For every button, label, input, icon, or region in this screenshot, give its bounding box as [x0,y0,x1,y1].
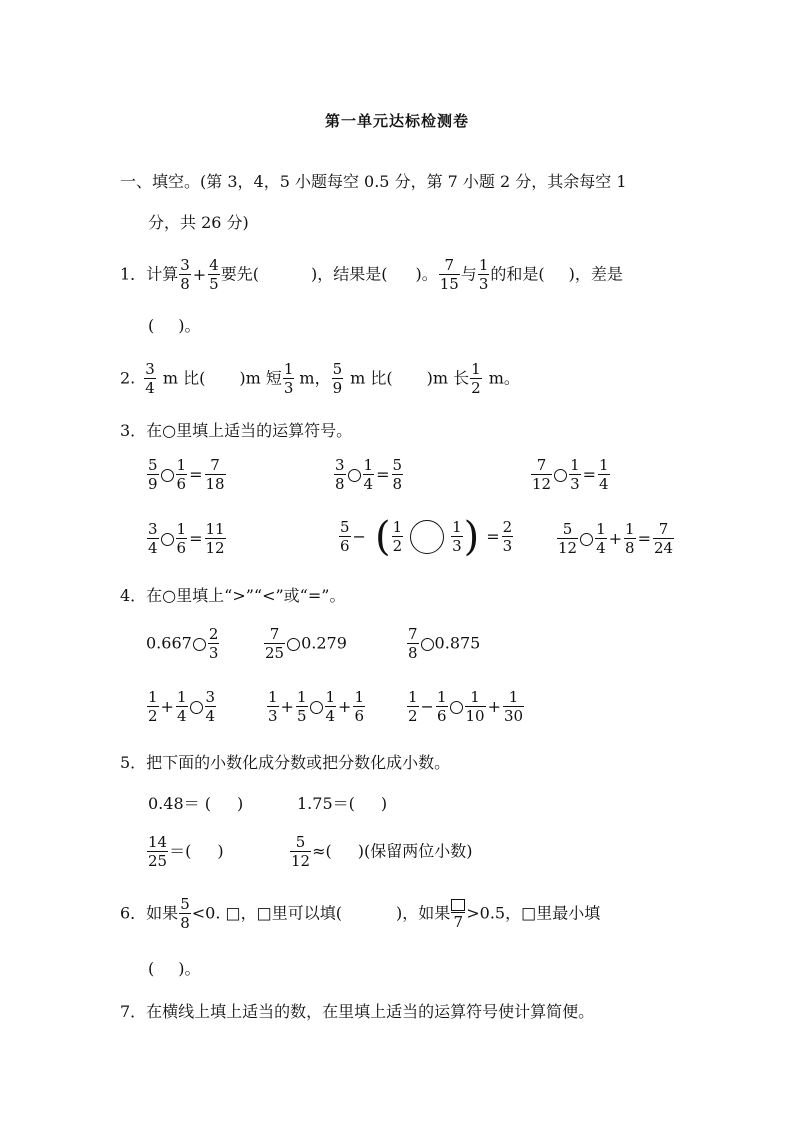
answer-circle[interactable] [287,638,300,651]
answer-circle[interactable] [580,533,593,546]
question-3: 3．在○里填上适当的运算符号。 [120,421,353,440]
question-5: 5．把下面的小数化成分数或把分数化成小数。 [120,753,451,772]
question-1-line1: 1．计算 $\frac{3}{8}$ + $\frac{4}{5}$ 要先( )，结果是( )。 $\frac{7}{15}$ 与 $\frac{1}{3}$ 的和是( )，差是 [120,256,623,293]
question-1-line2: ( )。 [148,316,201,335]
q3-item-3: $\frac{7}{12}$ $\frac{1}{3}$ = $\frac{1}{4}$ [532,456,609,493]
answer-circle[interactable] [450,701,463,714]
q4-item-5: $\frac{1}{3}$ + $\frac{1}{5}$ $\frac{1}{4}$ + $\frac{1}{6}$ [268,688,364,725]
fraction: $\frac{4}{5}$ [209,256,219,293]
answer-circle[interactable] [554,469,567,482]
question-6-line2: ( )。 [148,959,201,978]
fraction: $\frac{3}{8}$ [180,256,190,293]
answer-circle-large[interactable] [410,520,444,554]
q3-item-5: $\frac{5}{6}$ − ( $\frac{1}{2}$ $\frac{1}{3}$ ) = $\frac{2}{3}$ [340,514,513,560]
q5-item-3: $\frac{14}{25}$ ＝( ) [148,833,224,870]
blank-square[interactable] [451,899,465,911]
q4-item-4: $\frac{1}{2}$ + $\frac{1}{4}$ $\frac{3}{4}$ [148,688,216,725]
question-4: 4．在○里填上“>”“<”或“=”。 [120,586,346,605]
fraction: $\frac{5}{9}$ [332,360,343,397]
fraction: $\frac{3}{4}$ [145,360,155,397]
q3-item-4: $\frac{3}{4}$ $\frac{1}{6}$ = $\frac{11}{12}$ [148,520,225,557]
q5-item-2: 1.75＝( ) [297,794,388,813]
answer-circle[interactable] [161,533,174,546]
question-6-line1: 6．如果 $\frac{5}{8}$ <0. □，□里可以填( )，如果 7 >0.5，□里最小填 [120,895,601,932]
answer-circle[interactable] [421,638,434,651]
answer-circle[interactable] [193,638,206,651]
answer-circle[interactable] [348,469,361,482]
question-2: 2. $\frac{3}{4}$ m 比( )m 短 $\frac{1}{3}$ m， $\frac{5}{9}$ m 比( )m 长 $\frac{1}{2}$ m。 [120,360,520,397]
q3-item-6: $\frac{5}{12}$ $\frac{1}{4}$ + $\frac{1}{8}$ = $\frac{7}{24}$ [558,520,674,557]
q4-item-6: $\frac{1}{2}$ − $\frac{1}{6}$ $\frac{1}{10}$ + $\frac{1}{30}$ [408,688,524,725]
q3-item-2: $\frac{3}{8}$ $\frac{1}{4}$ = $\frac{5}{8}$ [335,456,403,493]
fraction: $\frac{7}{15}$ [439,256,459,293]
question-7: 7．在横线上填上适当的数，在里填上适当的运算符号使计算简便。 [120,1002,595,1021]
section-heading-line1: 一、填空。(第 3，4，5 小题每空 0.5 分，第 7 小题 2 分，其余每空 1 [120,172,627,191]
section-heading-line2: 分，共 26 分) [148,213,249,232]
q5-item-1: 0.48＝ ( ) [148,794,244,813]
fraction: $\frac{1}{3}$ [478,256,489,293]
q4-item-2: $\frac{7}{25}$ 0.279 [265,625,347,662]
answer-circle[interactable] [190,701,203,714]
q5-item-4: $\frac{5}{12}$ ≈( )(保留两位小数) [291,833,473,870]
fraction: $\frac{1}{2}$ [471,360,481,397]
fraction: $\frac{1}{3}$ [283,360,294,397]
page-title: 第一单元达标检测卷 [324,112,469,130]
q4-item-3: $\frac{7}{8}$ 0.875 [408,625,481,662]
q4-item-1: 0.667 $\frac{2}{3}$ [146,625,219,662]
q3-item-1: $\frac{5}{9}$ $\frac{1}{6}$ = $\frac{7}{18}$ [148,456,225,493]
answer-circle[interactable] [161,469,174,482]
answer-circle[interactable] [310,701,323,714]
